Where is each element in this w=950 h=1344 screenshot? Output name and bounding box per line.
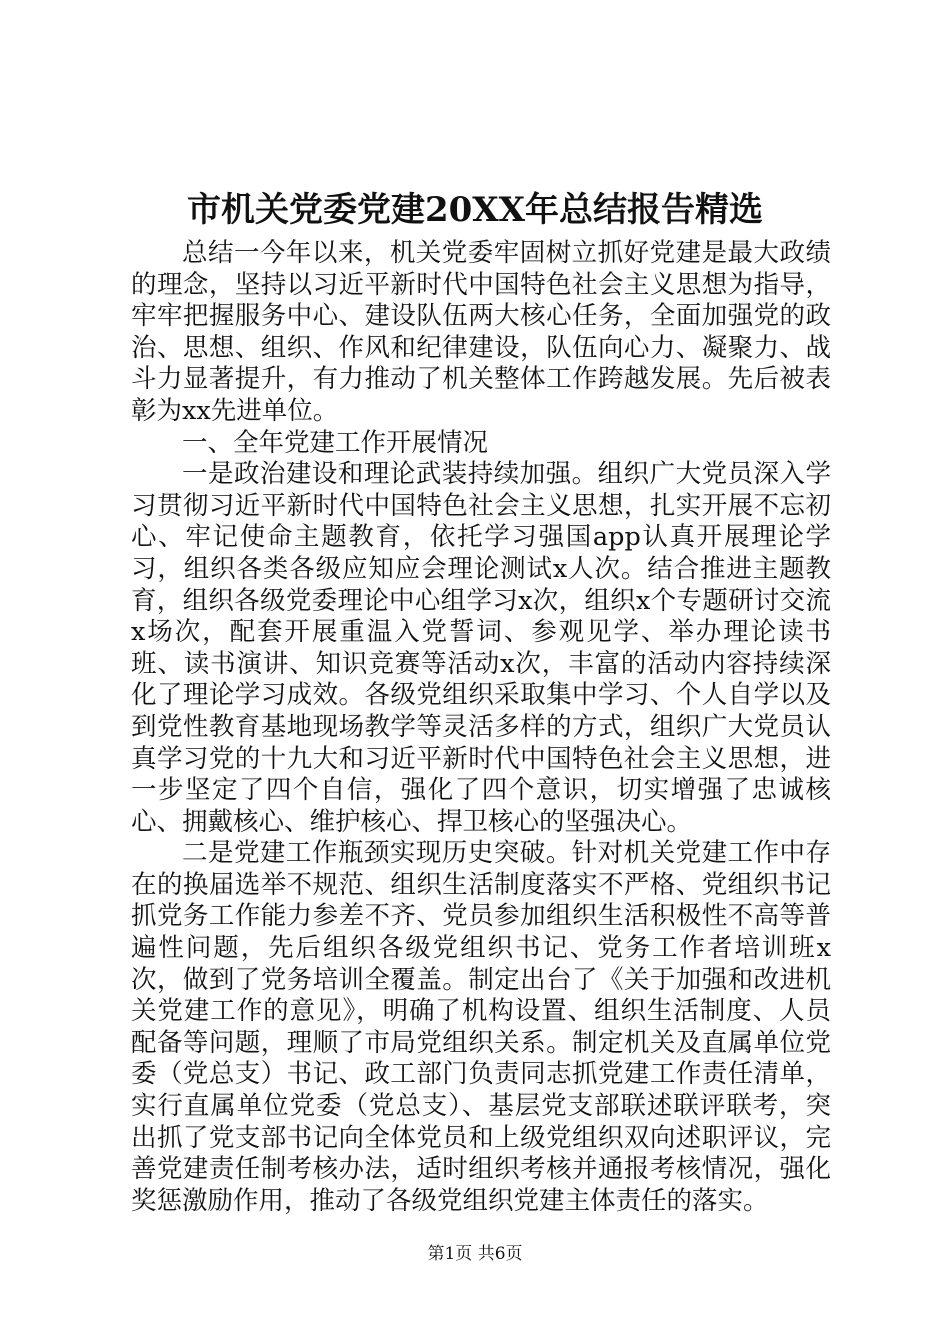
document-body [131,238,831,1217]
paragraph-intro: 总结一今年以来，机关党委牢固树立抓好党建是最大政绩的理念，坚持以习近平新时代中国特色社会主义思想为指导，牢牢把握服务中心、建设队伍两大核心任务，全面加强党的政治、思想、组织、作风和纪律建设，队伍向心力、凝聚力、战斗力显著提升，有力推动了机关整体工作跨越发展。先后被表彰为xx先进单位。 [131,238,831,426]
section-heading: 一、全年党建工作开展情况 [182,427,489,458]
paragraph-political-building: 一是政治建设和理论武装持续加强。组织广大党员深入学习贯彻习近平新时代中国特色社会主义思想，扎实开展不忘初心、牢记使命主题教育，依托学习强国app认真开展理论学习，组织各类各级应知应会理论测试x人次。结合推进主题教育，组织各级党委理论中心组学习x次，组织x个专题研讨交流x场次，配套开展重温入党誓词、参观见学、举办理论读书班、读书演讲、知识竞赛等活动x次，丰富的活动内容持续深化了理论学习成效。各级党组织采取集中学习、个人自学以及到党性教育基地现场教学等灵活多样的方式，组织广大党员认真学习党的十九大和习近平新时代中国特色社会主义思想，进一步坚定了四个自信，强化了四个意识，切实增强了忠诚核心、拥戴核心、维护核心、捍卫核心的坚强决心。 [131,459,831,837]
page-number-footer: 第1页 共6页 [427,1244,523,1264]
paragraph-party-building-breakthrough: 二是党建工作瓶颈实现历史突破。针对机关党建工作中存在的换届选举不规范、组织生活制度落实不严格、党组织书记抓党务工作能力参差不齐、党员参加组织生活积极性不高等普遍性问题，先后组织各级党组织书记、党务工作者培训班x次，做到了党务培训全覆盖。制定出台了《关于加强和改进机关党建工作的意见》，明确了机构设置、组织生活制度、人员配备等问题，理顺了市局党组织关系。制定机关及直属单位党委（党总支）书记、政工部门负责同志抓党建工作责任清单，实行直属单位党委（党总支）、基层党支部联述联评联考，突出抓了党支部书记向全体党员和上级党组织双向述职评议，完善党建责任制考核办法，适时组织考核并通报考核情况，强化奖惩激励作用，推动了各级党组织党建主体责任的落实。 [131,838,831,1216]
document-title: 市机关党委党建20XX年总结报告精选 [186,190,764,230]
